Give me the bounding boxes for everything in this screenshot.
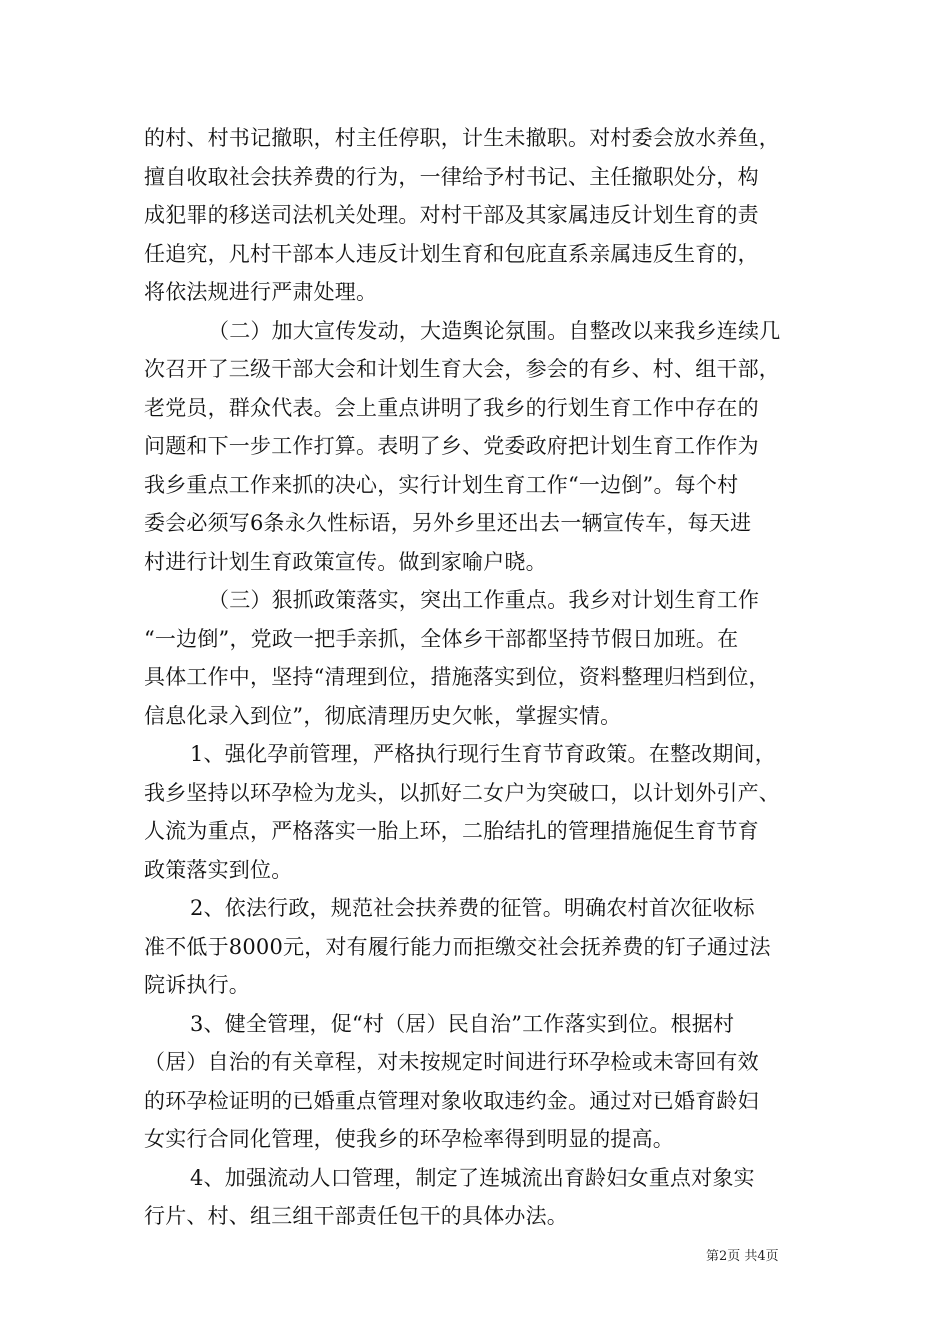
- text-line: 次召开了三级干部大会和计划生育大会，参会的有乡、村、组干部，: [144, 357, 780, 381]
- text-line: “一边倒”，党政一把手亲抓，全体乡干部都坚持节假日加班。在: [144, 626, 739, 651]
- text-line: 具体工作中，坚持“清理到位，措施落实到位，资料整理归档到位，: [144, 665, 770, 689]
- text-line: 问题和下一步工作打算。表明了乡、党委政府把计划生育工作作为: [144, 434, 759, 458]
- text-line: 委会必须写6条永久性标语，另外乡里还出去一辆宣传车，每天进: [144, 511, 752, 535]
- text-line: 我乡重点工作来抓的决心，实行计划生育工作“一边倒”。每个村: [144, 472, 739, 497]
- text-line: 村进行计划生育政策宣传。做到家喻户晓。: [144, 549, 547, 574]
- text-line: 成犯罪的移送司法机关处理。对村干部及其家属违反计划生育的责: [144, 203, 759, 227]
- text-line: 女实行合同化管理，使我乡的环孕检率得到明显的提高。: [144, 1127, 674, 1151]
- paragraph-start-line: 2、依法行政，规范社会扶养费的征管。明确农村首次征收标: [190, 896, 755, 920]
- text-line: 将依法规进行严肃处理。: [144, 280, 378, 304]
- text-line: 老党员，群众代表。会上重点讲明了我乡的行划生育工作中存在的: [144, 395, 759, 420]
- text-line: （居）自治的有关章程，对未按规定时间进行环孕检或未寄回有效: [144, 1050, 759, 1074]
- paragraph-start-line: 3、健全管理，促“村（居）民自治”工作落实到位。根据村: [190, 1011, 735, 1036]
- text-line: 院诉执行。: [144, 973, 250, 997]
- paragraph-start-line: （二）加大宣传发动，大造舆论氛围。自整改以来我乡连续几: [208, 318, 781, 343]
- paragraph-start-line: 1、强化孕前管理，严格执行现行生育节育政策。在整改期间，: [190, 742, 776, 766]
- text-line: 政策落实到位。: [144, 857, 293, 882]
- text-line: 的环孕检证明的已婚重点管理对象收取违约金。通过对已婚育龄妇: [144, 1088, 759, 1113]
- text-line: 任追究，凡村干部本人违反计划生育和包庇直系亲属违反生育的，: [144, 241, 759, 266]
- text-line: 的村、村书记撤职，村主任停职，计生未撤职。对村委会放水养鱼，: [144, 126, 780, 150]
- text-line: 行片、村、组三组干部责任包干的具体办法。: [144, 1204, 568, 1228]
- page-number: 第2页 共4页: [706, 1249, 779, 1264]
- document-body: [144, 119, 810, 1236]
- paragraph-start-line: 4、加强流动人口管理，制定了连城流出育龄妇女重点对象实: [190, 1165, 755, 1190]
- text-line: 准不低于8000元，对有履行能力而拒缴交社会抚养费的钉子通过法: [144, 934, 771, 959]
- text-line: 人流为重点，严格落实一胎上环，二胎结扎的管理措施促生育节育: [144, 819, 759, 843]
- text-line: 我乡坚持以环孕检为龙头，以抓好二女户为突破口，以计划外引产、: [144, 780, 780, 805]
- paragraph-start-line: （三）狠抓政策落实，突出工作重点。我乡对计划生育工作: [208, 588, 760, 612]
- text-line: 擅自收取社会扶养费的行为，一律给予村书记、主任撤职处分，构: [144, 164, 759, 189]
- text-line: 信息化录入到位”，彻底清理历史欠帐，掌握实情。: [144, 703, 622, 728]
